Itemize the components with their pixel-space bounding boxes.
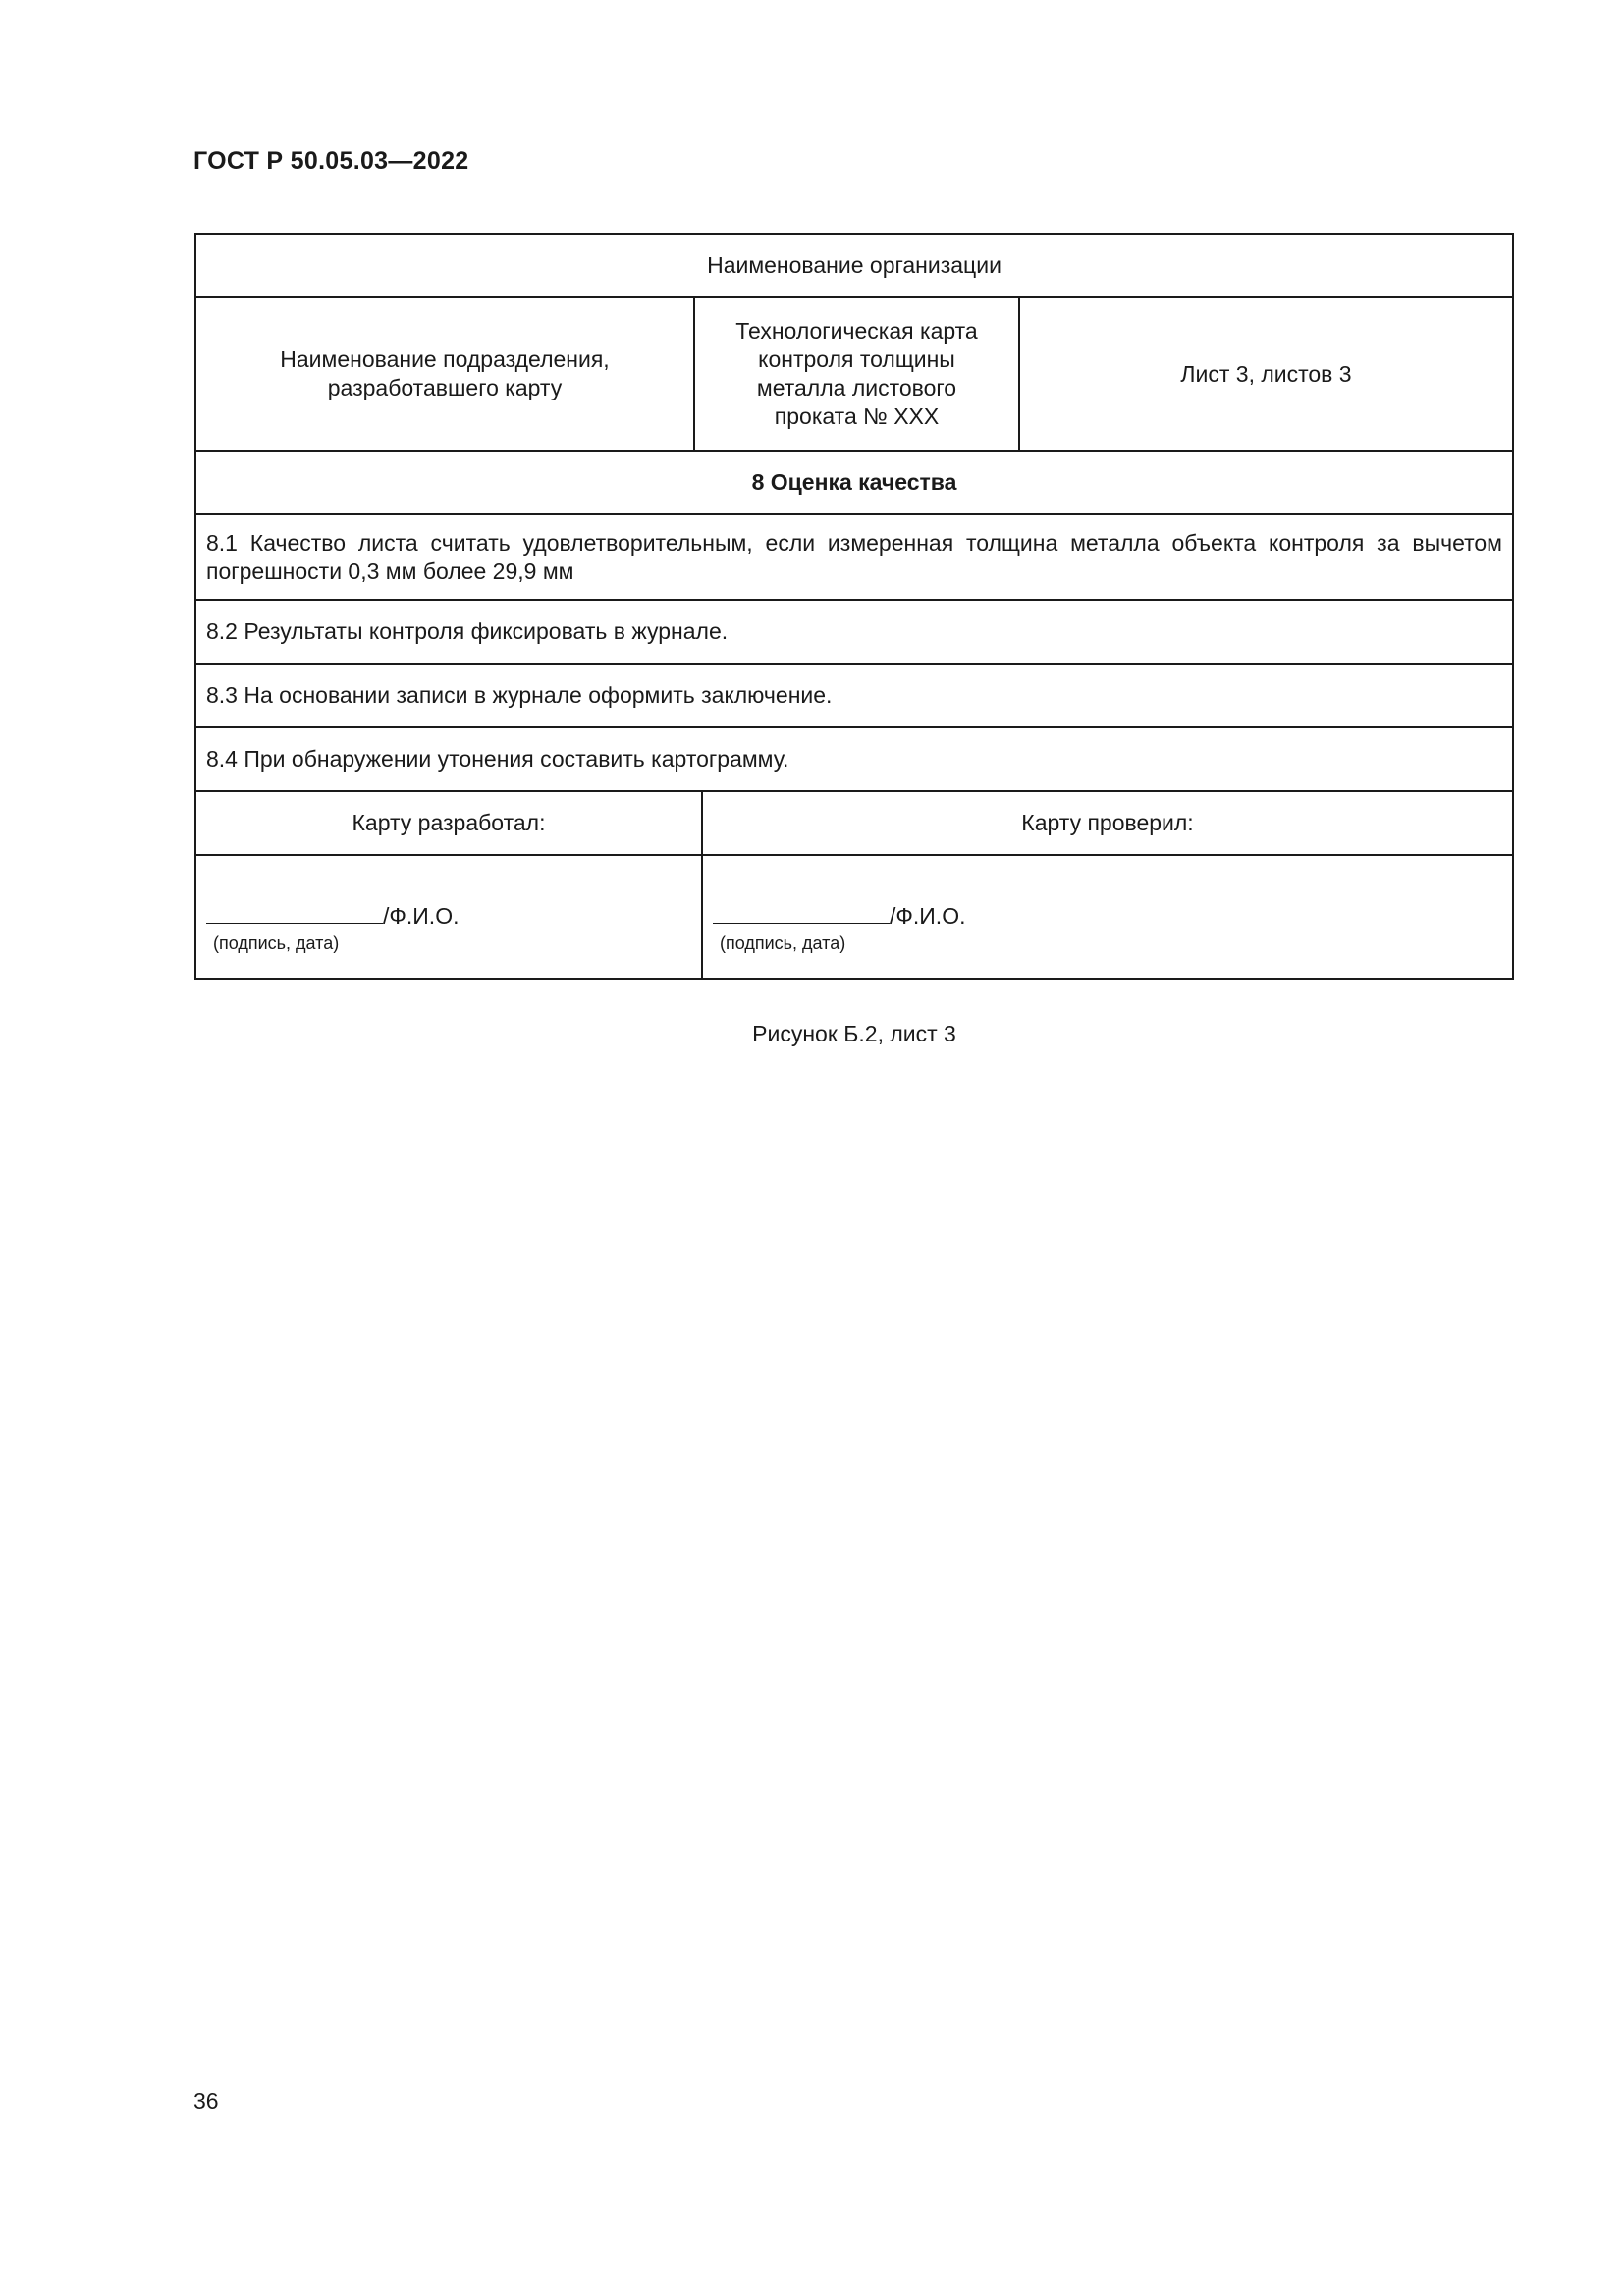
card-title-line: проката № XXX	[774, 403, 940, 429]
signature-row	[194, 856, 1514, 980]
department-cell: Наименование подразделения, разработавшего карту	[280, 347, 610, 400]
technological-card-table	[194, 233, 1514, 980]
quality-item-row	[194, 728, 1514, 792]
card-title-line: Технологическая карта	[735, 318, 978, 344]
signature-line	[713, 901, 890, 924]
card-title-cell	[693, 298, 1018, 450]
quality-item-row	[194, 601, 1514, 665]
quality-item-text: 8.1 Качество листа считать удовлетворительным, если измеренная толщина металла объекта контроля за вычетом погрешности 0,3 мм более 29,9 мм	[206, 529, 1502, 584]
sheet-info-cell: Лист 3, листов 3	[1018, 298, 1512, 450]
document-standard-header: ГОСТ Р 50.05.03—2022	[193, 147, 469, 175]
organization-cell: Наименование организации	[707, 252, 1001, 278]
checker-signature-caption: (подпись, дата)	[720, 934, 846, 953]
developer-signature-caption: (подпись, дата)	[213, 934, 340, 953]
card-title-line: контроля толщины	[758, 347, 955, 372]
developed-by-label: Карту разработал:	[352, 810, 546, 835]
section-title: 8 Оценка качества	[751, 469, 957, 495]
checked-by-label: Карту проверил:	[701, 792, 1512, 854]
checker-signature-cell	[701, 856, 1512, 978]
page-number: 36	[193, 2088, 219, 2113]
organization-row	[194, 233, 1514, 298]
quality-item-text: 8.3 На основании записи в журнале оформить заключение.	[206, 682, 833, 708]
quality-item-row	[194, 515, 1514, 601]
figure-caption: Рисунок Б.2, лист 3	[752, 1021, 956, 1046]
checker-name-placeholder: /Ф.И.О.	[890, 903, 966, 929]
card-title-line: металла листового	[756, 375, 957, 400]
developer-name-placeholder: /Ф.И.О.	[383, 903, 460, 929]
signature-header-row	[194, 792, 1514, 856]
checker-signature-field	[713, 901, 965, 931]
quality-item-text: 8.2 Результаты контроля фиксировать в журнале.	[206, 618, 729, 644]
signature-line	[206, 901, 383, 924]
quality-item-text: 8.4 При обнаружении утонения составить картограмму.	[206, 746, 789, 772]
developer-signature-field	[206, 901, 459, 931]
developer-signature-cell	[196, 856, 701, 978]
title-row	[194, 298, 1514, 452]
quality-item-row	[194, 665, 1514, 728]
section-title-row	[194, 452, 1514, 515]
